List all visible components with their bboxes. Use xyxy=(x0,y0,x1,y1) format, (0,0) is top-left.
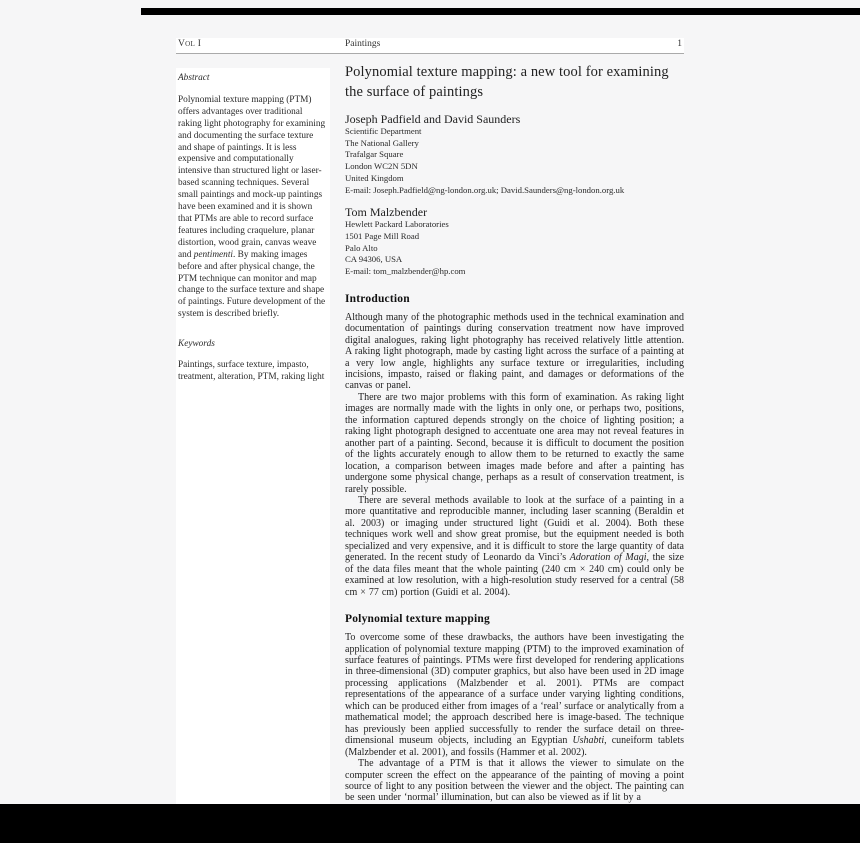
author-names: Tom Malzbender xyxy=(345,205,428,220)
article-title: Polynomial texture mapping: a new tool for examining the surface of paintings xyxy=(345,64,669,100)
author-block xyxy=(345,112,684,196)
author-address-line: Palo Alto xyxy=(345,242,378,253)
page-number: 1 xyxy=(677,39,682,49)
running-header xyxy=(176,38,684,54)
keywords-heading: Keywords xyxy=(178,339,215,350)
body-paragraph: There are several methods available to look at the surface of a painting in a more quantitative and reproducible manner, including laser scanning (Beraldin et al. 2003) or imaging under structured light (Guidi et al. 2004). Both these techniques work well and show great promise, but the equipment needed is both specialized and very expensive, and it is difficult to store the large quantity of data generated. In the recent study of Leonardo da Vinci’s Adoration of Magi, the size of the data files meant that the whole painting (240 cm × 240 cm) could only be examined at low resolution, with a high-resolution study reserved for a central (58 cm × 77 cm) portion (Guidi et al. 2004). xyxy=(345,494,684,598)
bottom-window-bar xyxy=(0,804,860,843)
author-block xyxy=(345,205,684,278)
section-label: Paintings xyxy=(345,39,381,49)
article-body xyxy=(345,293,684,804)
abstract-heading: Abstract xyxy=(178,73,210,83)
author-address-line: Scientific Department xyxy=(345,126,422,136)
body-paragraph: The advantage of a PTM is that it allows the viewer to simulate on the computer screen the effect on the appearance of the painting of moving a point source of light to any position between the viewer and the object. The painting can be seen under ‘normal’ illumination, but can also be viewed as if lit by a xyxy=(345,758,684,804)
section-heading: Introduction xyxy=(345,292,410,305)
author-address-line: The National Gallery xyxy=(345,137,419,148)
body-paragraph: There are two major problems with this form of examination. As raking light images are normally made with the lights in only one, or perhaps two, positions, the information captured depends strongly on the choice of lighting position; a raking light photograph designed to accentuate one area may not reveal features in another part of a painting. Second, because it is difficult to document the position of the lights accurately enough to allow them to be returned to exactly the same location, a comparison between images made before and after a painting has undergone some physical change, perhaps as a result of conservation treatment, is rarely possible. xyxy=(345,391,684,495)
author-address-line: United Kingdom xyxy=(345,172,404,183)
keywords-text: Paintings, surface texture, impasto, treatment, alteration, PTM, raking light xyxy=(178,360,325,382)
body-paragraph: Although many of the photographic methods used in the technical examination and documentation of paintings during conservation treatment now have improved digital analogues, raking light photography has received relatively little attention. A raking light photograph, made by casting light across the surface of a painting at a very low angle, highlights any surface texture or irregularities, including incisions, impasto, raised or flaking paint, and damages or deformations of the canvas or panel. xyxy=(345,311,684,392)
article xyxy=(345,63,684,804)
author-address-line: 1501 Page Mill Road xyxy=(345,230,420,241)
volume-label: Vol I xyxy=(178,39,202,49)
author-names: Joseph Padfield and David Saunders xyxy=(345,112,521,126)
author-address-line: CA 94306, USA xyxy=(345,254,403,265)
abstract-text: Polynomial texture mapping (PTM) offers advantages over traditional raking light photography for examining and documenting the surface texture and shape of paintings. It is less expensive and computationally intensive than structured light or laser-based scanning techniques. Several small paintings and mock-up paintings have been examined and it is shown that PTMs are able to record surface features including craquelure, planar distortion, wood grain, canvas weave and pentimenti. By making images before and after physical change, the PTM technique can monitor and map change to the surface texture and shape of paintings. Future development of the system is described briefly. xyxy=(178,94,326,320)
author-address-line: E-mail: tom_malzbender@hp.com xyxy=(345,266,466,277)
author-address-line: London WC2N 5DN xyxy=(345,161,418,172)
sidebar xyxy=(176,68,330,804)
section-heading: Polynomial texture mapping xyxy=(345,613,490,626)
body-paragraph: To overcome some of these drawbacks, the authors have been investigating the application of polynomial texture mapping (PTM) to the improved examination of surface features of paintings. PTMs were first developed for rendering applications in three-dimensional (3D) computer graphics, but also have been used in 2D image processing applications (Malzbender et al. 2001). PTMs are compact representations of the appearance of a surface under varying lighting conditions, which can be produced either from images of a ‘real’ surface or analytically from a mathematical model; the approach described here is image-based. The technique has previously been applied successfully to render the surface detail on three-dimensional museum objects, including an Egyptian Ushabti, cuneiform tablets (Malzbender et al. 2001), and fossils (Hammer et al. 2002). xyxy=(345,632,684,758)
author-address-line: E-mail: Joseph.Padfield@ng-london.org.uk; David.Saunders@ng-london.org.uk xyxy=(345,184,625,195)
author-blocks xyxy=(345,112,684,278)
author-address-line: Trafalgar Square xyxy=(345,149,404,160)
top-window-bar xyxy=(141,8,860,15)
author-address-line: Hewlett Packard Laboratories xyxy=(345,219,449,230)
